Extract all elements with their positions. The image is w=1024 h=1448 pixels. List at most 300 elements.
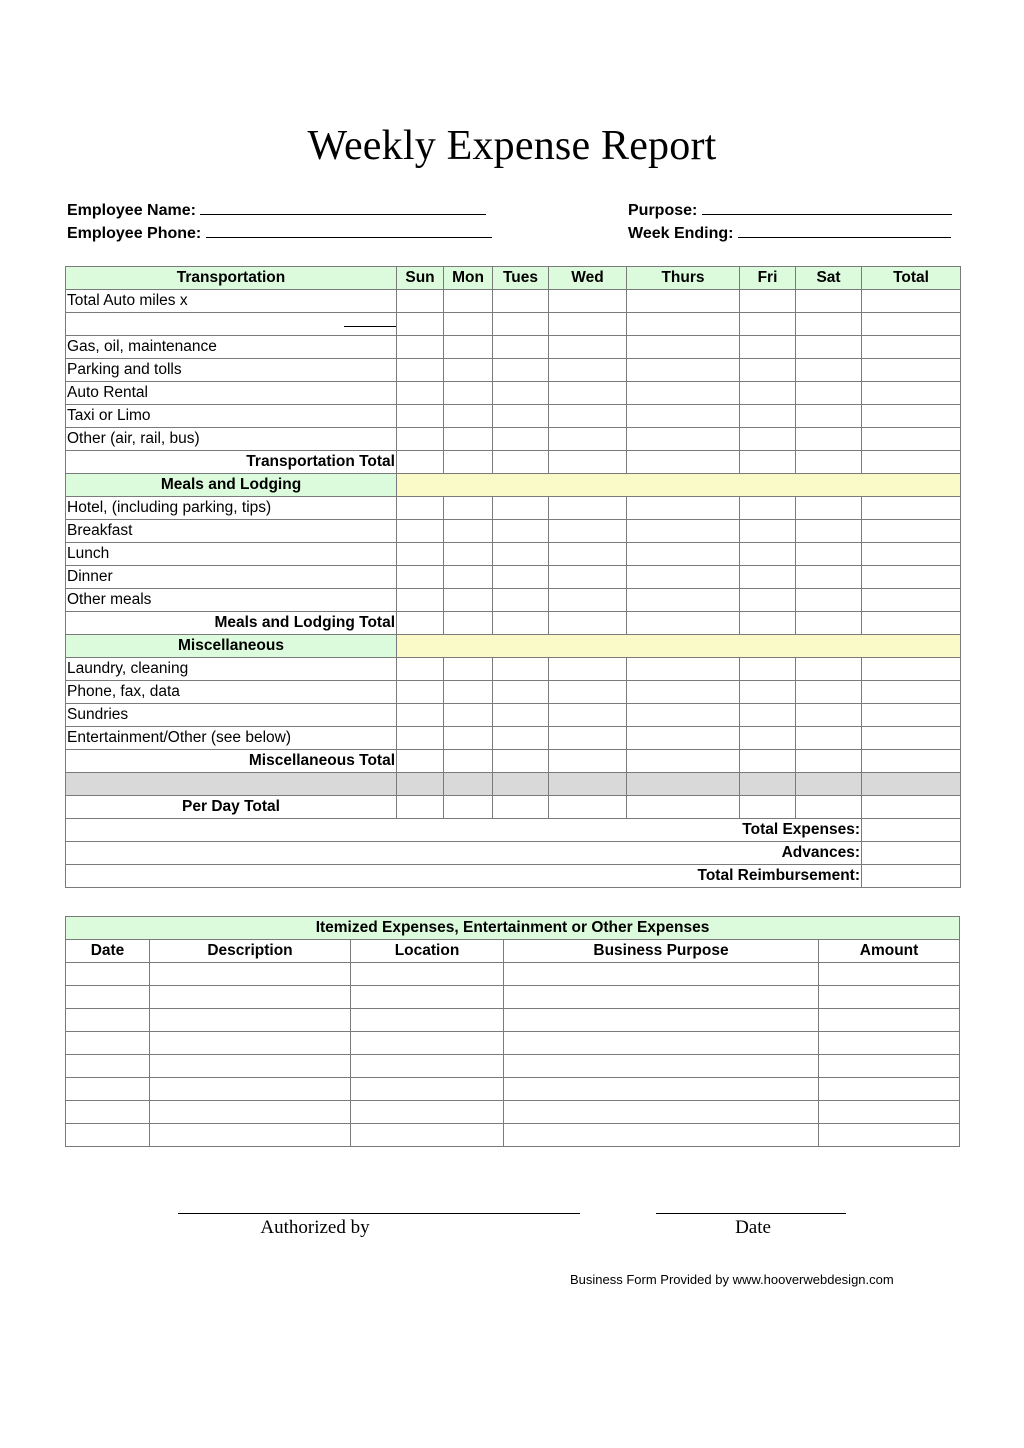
amount-cell[interactable] — [493, 750, 549, 773]
meals-row-label: Breakfast — [66, 520, 397, 543]
amount-cell[interactable] — [444, 290, 493, 313]
authorized-by-label: Authorized by — [260, 1217, 370, 1238]
itemized-header-row — [66, 940, 960, 963]
transportation-total-label: Transportation Total — [66, 451, 397, 474]
amount-cell[interactable] — [862, 336, 961, 359]
amount-cell[interactable] — [740, 704, 796, 727]
amount-cell[interactable] — [862, 704, 961, 727]
column-header-amount: Amount — [819, 940, 960, 963]
signature-date-line[interactable] — [656, 1213, 846, 1214]
amount-cell[interactable] — [397, 658, 444, 681]
amount-cell[interactable] — [740, 796, 796, 819]
itemized-cell[interactable] — [819, 1009, 960, 1032]
amount-cell[interactable] — [627, 382, 740, 405]
spacer-row — [66, 773, 961, 796]
amount-cell[interactable] — [444, 681, 493, 704]
amount-cell[interactable] — [549, 589, 627, 612]
table-row — [66, 566, 961, 589]
section-row — [66, 635, 961, 658]
itemized-cell[interactable] — [819, 1055, 960, 1078]
day-header-thurs: Thurs — [627, 267, 740, 290]
amount-cell[interactable] — [397, 796, 444, 819]
amount-cell[interactable] — [627, 727, 740, 750]
itemized-cell[interactable] — [150, 1101, 351, 1124]
itemized-row — [66, 986, 960, 1009]
amount-cell[interactable] — [444, 566, 493, 589]
amount-cell[interactable] — [862, 589, 961, 612]
itemized-cell[interactable] — [819, 1032, 960, 1055]
table-row — [66, 428, 961, 451]
amount-cell[interactable] — [796, 750, 862, 773]
amount-cell[interactable] — [740, 750, 796, 773]
amount-cell[interactable] — [444, 750, 493, 773]
summary-row — [66, 865, 961, 888]
day-header-fri: Fri — [740, 267, 796, 290]
per-day-total-label: Per Day Total — [66, 796, 397, 819]
amount-cell[interactable] — [627, 520, 740, 543]
amount-cell[interactable] — [493, 428, 549, 451]
purpose-label: Purpose: — [628, 202, 698, 219]
amount-cell[interactable] — [740, 520, 796, 543]
amount-cell[interactable] — [627, 796, 740, 819]
amount-cell[interactable] — [796, 612, 862, 635]
amount-cell[interactable] — [627, 543, 740, 566]
amount-cell[interactable] — [796, 428, 862, 451]
amount-cell[interactable] — [549, 520, 627, 543]
day-header-mon: Mon — [444, 267, 493, 290]
misc-row-label: Laundry, cleaning — [66, 658, 397, 681]
amount-cell[interactable] — [627, 750, 740, 773]
amount-cell[interactable] — [862, 681, 961, 704]
amount-cell[interactable] — [862, 290, 961, 313]
amount-cell[interactable] — [444, 313, 493, 336]
transport-row-label: Gas, oil, maintenance — [66, 336, 397, 359]
itemized-cell[interactable] — [66, 963, 150, 986]
amount-cell[interactable] — [397, 382, 444, 405]
amount-cell[interactable] — [397, 681, 444, 704]
amount-cell[interactable] — [549, 612, 627, 635]
signature-date-label: Date — [735, 1217, 771, 1238]
amount-cell[interactable] — [397, 520, 444, 543]
table-header-row — [66, 267, 961, 290]
itemized-title: Itemized Expenses, Entertainment or Other Expenses — [66, 917, 960, 940]
amount-cell[interactable] — [862, 520, 961, 543]
employee-name-input-line[interactable] — [200, 200, 486, 215]
amount-cell[interactable] — [627, 359, 740, 382]
amount-cell[interactable] — [493, 566, 549, 589]
amount-cell[interactable] — [397, 313, 444, 336]
amount-cell[interactable] — [627, 336, 740, 359]
itemized-cell[interactable] — [150, 1009, 351, 1032]
amount-cell[interactable] — [549, 313, 627, 336]
amount-cell[interactable] — [796, 796, 862, 819]
amount-cell[interactable] — [549, 750, 627, 773]
employee-phone-label: Employee Phone: — [67, 225, 202, 242]
amount-cell[interactable] — [444, 336, 493, 359]
amount-cell[interactable] — [397, 451, 444, 474]
amount-cell[interactable] — [862, 543, 961, 566]
summary-row — [66, 842, 961, 865]
amount-cell[interactable] — [796, 589, 862, 612]
itemized-cell[interactable] — [819, 963, 960, 986]
miscellaneous-header: Miscellaneous — [66, 635, 397, 658]
amount-cell[interactable] — [549, 359, 627, 382]
day-header-total: Total — [862, 267, 961, 290]
transportation-header: Transportation — [66, 267, 397, 290]
itemized-cell[interactable] — [66, 1055, 150, 1078]
amount-cell[interactable] — [397, 497, 444, 520]
itemized-cell[interactable] — [819, 1124, 960, 1147]
amount-cell[interactable] — [444, 451, 493, 474]
itemized-cell[interactable] — [504, 1078, 819, 1101]
amount-cell[interactable] — [796, 382, 862, 405]
spacer-cell — [66, 773, 397, 796]
itemized-cell[interactable] — [150, 1032, 351, 1055]
table-row — [66, 290, 961, 313]
amount-cell[interactable] — [493, 405, 549, 428]
amount-cell[interactable] — [627, 428, 740, 451]
amount-cell[interactable] — [549, 796, 627, 819]
amount-cell[interactable] — [549, 497, 627, 520]
page-title: Weekly Expense Report — [307, 123, 717, 169]
amount-cell[interactable] — [493, 727, 549, 750]
spacer-cell — [740, 773, 796, 796]
transport-row-label: Other (air, rail, bus) — [66, 428, 397, 451]
amount-cell[interactable] — [549, 704, 627, 727]
amount-cell[interactable] — [397, 359, 444, 382]
amount-cell[interactable] — [862, 451, 961, 474]
itemized-cell[interactable] — [351, 1078, 504, 1101]
amount-cell[interactable] — [549, 681, 627, 704]
itemized-cell[interactable] — [351, 963, 504, 986]
amount-cell[interactable] — [862, 428, 961, 451]
amount-cell[interactable] — [549, 405, 627, 428]
itemized-cell[interactable] — [66, 1101, 150, 1124]
amount-cell[interactable] — [493, 359, 549, 382]
amount-cell[interactable] — [397, 566, 444, 589]
itemized-cell[interactable] — [504, 963, 819, 986]
amount-cell[interactable] — [397, 290, 444, 313]
amount-cell[interactable] — [862, 750, 961, 773]
meals-row-label: Lunch — [66, 543, 397, 566]
itemized-cell[interactable] — [504, 1124, 819, 1147]
table-row — [66, 704, 961, 727]
amount-cell[interactable] — [740, 290, 796, 313]
day-header-wed: Wed — [549, 267, 627, 290]
amount-cell[interactable] — [862, 566, 961, 589]
amount-cell[interactable] — [627, 313, 740, 336]
amount-cell[interactable] — [444, 612, 493, 635]
table-row — [66, 658, 961, 681]
itemized-cell[interactable] — [150, 963, 351, 986]
amount-cell[interactable] — [862, 796, 961, 819]
week-ending-label: Week Ending: — [628, 225, 734, 242]
miscellaneous-total-label: Miscellaneous Total — [66, 750, 397, 773]
table-row — [66, 727, 961, 750]
amount-cell[interactable] — [796, 336, 862, 359]
amount-cell[interactable] — [796, 543, 862, 566]
amount-cell[interactable] — [740, 658, 796, 681]
total-reimbursement-value[interactable] — [862, 865, 961, 888]
authorized-by-line[interactable] — [178, 1213, 580, 1214]
spacer-cell — [397, 773, 444, 796]
transport-row-label: Total Auto miles x — [66, 290, 397, 313]
amount-cell[interactable] — [493, 313, 549, 336]
misc-row-label: Phone, fax, data — [66, 681, 397, 704]
amount-cell[interactable] — [862, 727, 961, 750]
amount-cell[interactable] — [444, 520, 493, 543]
itemized-row — [66, 963, 960, 986]
amount-cell[interactable] — [627, 451, 740, 474]
spacer-cell — [627, 773, 740, 796]
itemized-cell[interactable] — [150, 986, 351, 1009]
amount-cell[interactable] — [397, 589, 444, 612]
column-header-business-purpose: Business Purpose — [504, 940, 819, 963]
amount-cell[interactable] — [444, 405, 493, 428]
amount-cell[interactable] — [493, 451, 549, 474]
itemized-row — [66, 1101, 960, 1124]
amount-cell[interactable] — [627, 566, 740, 589]
amount-cell[interactable] — [493, 382, 549, 405]
amount-cell[interactable] — [740, 382, 796, 405]
table-row — [66, 497, 961, 520]
itemized-row — [66, 1009, 960, 1032]
itemized-cell[interactable] — [504, 986, 819, 1009]
itemized-cell[interactable] — [351, 1124, 504, 1147]
meals-lodging-header: Meals and Lodging — [66, 474, 397, 497]
week-ending-field — [628, 223, 951, 243]
transport-row-label: Auto Rental — [66, 382, 397, 405]
table-row — [66, 612, 961, 635]
amount-cell[interactable] — [549, 336, 627, 359]
week-ending-input-line[interactable] — [738, 223, 951, 238]
amount-cell[interactable] — [444, 543, 493, 566]
amount-cell[interactable] — [862, 497, 961, 520]
amount-cell[interactable] — [740, 589, 796, 612]
amount-cell[interactable] — [740, 359, 796, 382]
amount-cell[interactable] — [796, 727, 862, 750]
itemized-cell[interactable] — [504, 1032, 819, 1055]
amount-cell[interactable] — [397, 336, 444, 359]
employee-name-label: Employee Name: — [67, 202, 196, 219]
amount-cell[interactable] — [740, 727, 796, 750]
table-row — [66, 520, 961, 543]
itemized-cell[interactable] — [819, 986, 960, 1009]
itemized-cell[interactable] — [351, 1055, 504, 1078]
amount-cell[interactable] — [862, 359, 961, 382]
amount-cell[interactable] — [796, 290, 862, 313]
amount-cell[interactable] — [627, 290, 740, 313]
misc-row-label: Sundries — [66, 704, 397, 727]
day-header-sun: Sun — [397, 267, 444, 290]
amount-cell[interactable] — [493, 290, 549, 313]
amount-cell[interactable] — [549, 658, 627, 681]
advances-value[interactable] — [862, 842, 961, 865]
footer-credit: Business Form Provided by www.hooverwebdesign.com — [570, 1272, 894, 1287]
spacer-cell — [444, 773, 493, 796]
itemized-row — [66, 1078, 960, 1101]
amount-cell[interactable] — [493, 336, 549, 359]
table-row — [66, 750, 961, 773]
section-row — [66, 474, 961, 497]
amount-cell[interactable] — [740, 405, 796, 428]
amount-cell[interactable] — [397, 727, 444, 750]
amount-cell[interactable] — [796, 681, 862, 704]
itemized-title-row — [66, 917, 960, 940]
purpose-input-line[interactable] — [702, 200, 952, 215]
itemized-cell[interactable] — [66, 1124, 150, 1147]
amount-cell[interactable] — [862, 382, 961, 405]
amount-cell[interactable] — [627, 497, 740, 520]
amount-cell[interactable] — [493, 704, 549, 727]
day-header-tues: Tues — [493, 267, 549, 290]
table-row — [66, 681, 961, 704]
amount-cell[interactable] — [740, 497, 796, 520]
column-header-date: Date — [66, 940, 150, 963]
meals-row-label: Other meals — [66, 589, 397, 612]
itemized-cell[interactable] — [150, 1055, 351, 1078]
table-row — [66, 589, 961, 612]
itemized-cell[interactable] — [66, 1032, 150, 1055]
amount-cell[interactable] — [493, 681, 549, 704]
employee-phone-input-line[interactable] — [206, 223, 492, 238]
amount-cell[interactable] — [397, 612, 444, 635]
expense-table — [65, 266, 961, 888]
amount-cell[interactable] — [444, 428, 493, 451]
amount-cell[interactable] — [627, 681, 740, 704]
itemized-cell[interactable] — [351, 986, 504, 1009]
itemized-row — [66, 1124, 960, 1147]
amount-cell[interactable] — [740, 543, 796, 566]
itemized-cell[interactable] — [150, 1078, 351, 1101]
spacer-cell — [549, 773, 627, 796]
itemized-cell[interactable] — [819, 1101, 960, 1124]
itemized-cell[interactable] — [66, 986, 150, 1009]
amount-cell[interactable] — [740, 313, 796, 336]
amount-cell[interactable] — [444, 658, 493, 681]
itemized-cell[interactable] — [504, 1101, 819, 1124]
amount-cell[interactable] — [397, 543, 444, 566]
table-row — [66, 451, 961, 474]
amount-cell[interactable] — [862, 405, 961, 428]
amount-cell[interactable] — [397, 750, 444, 773]
amount-cell[interactable] — [740, 566, 796, 589]
section-highlight — [397, 635, 961, 658]
meals-row-label: Dinner — [66, 566, 397, 589]
amount-cell[interactable] — [493, 497, 549, 520]
amount-cell[interactable] — [740, 451, 796, 474]
table-row — [66, 796, 961, 819]
total-expenses-label: Total Expenses: — [66, 819, 862, 842]
amount-cell[interactable] — [549, 382, 627, 405]
itemized-cell[interactable] — [504, 1009, 819, 1032]
amount-cell[interactable] — [740, 681, 796, 704]
total-expenses-value[interactable] — [862, 819, 961, 842]
column-header-description: Description — [150, 940, 351, 963]
spacer-cell — [493, 773, 549, 796]
transport-row-label: ______ — [66, 313, 397, 336]
amount-cell[interactable] — [796, 497, 862, 520]
itemized-cell[interactable] — [819, 1078, 960, 1101]
itemized-cell[interactable] — [351, 1032, 504, 1055]
table-row — [66, 382, 961, 405]
purpose-field — [628, 200, 952, 220]
amount-cell[interactable] — [627, 612, 740, 635]
amount-cell[interactable] — [493, 658, 549, 681]
amount-cell[interactable] — [444, 704, 493, 727]
amount-cell[interactable] — [444, 359, 493, 382]
amount-cell[interactable] — [493, 543, 549, 566]
amount-cell[interactable] — [627, 589, 740, 612]
amount-cell[interactable] — [493, 520, 549, 543]
table-row — [66, 359, 961, 382]
amount-cell[interactable] — [444, 589, 493, 612]
column-header-location: Location — [351, 940, 504, 963]
itemized-cell[interactable] — [504, 1055, 819, 1078]
amount-cell[interactable] — [627, 658, 740, 681]
amount-cell[interactable] — [862, 658, 961, 681]
amount-cell[interactable] — [796, 451, 862, 474]
amount-cell[interactable] — [796, 704, 862, 727]
amount-cell[interactable] — [862, 313, 961, 336]
amount-cell[interactable] — [549, 566, 627, 589]
meals-row-label: Hotel, (including parking, tips) — [66, 497, 397, 520]
amount-cell[interactable] — [740, 428, 796, 451]
amount-cell[interactable] — [627, 405, 740, 428]
amount-cell[interactable] — [444, 382, 493, 405]
amount-cell[interactable] — [549, 727, 627, 750]
advances-label: Advances: — [66, 842, 862, 865]
employee-name-field — [67, 200, 486, 220]
amount-cell[interactable] — [796, 313, 862, 336]
itemized-cell[interactable] — [351, 1009, 504, 1032]
amount-cell[interactable] — [549, 451, 627, 474]
amount-cell[interactable] — [493, 796, 549, 819]
amount-cell[interactable] — [740, 612, 796, 635]
amount-cell[interactable] — [397, 405, 444, 428]
amount-cell[interactable] — [862, 612, 961, 635]
amount-cell[interactable] — [397, 428, 444, 451]
amount-cell[interactable] — [796, 566, 862, 589]
table-row — [66, 336, 961, 359]
amount-cell[interactable] — [444, 727, 493, 750]
itemized-cell[interactable] — [150, 1124, 351, 1147]
amount-cell[interactable] — [444, 796, 493, 819]
transport-row-label: Taxi or Limo — [66, 405, 397, 428]
amount-cell[interactable] — [740, 336, 796, 359]
spacer-cell — [796, 773, 862, 796]
itemized-cell[interactable] — [66, 1009, 150, 1032]
itemized-expenses-table — [65, 916, 960, 1147]
amount-cell[interactable] — [549, 290, 627, 313]
amount-cell[interactable] — [796, 405, 862, 428]
amount-cell[interactable] — [397, 704, 444, 727]
amount-cell[interactable] — [796, 359, 862, 382]
amount-cell[interactable] — [549, 428, 627, 451]
amount-cell[interactable] — [493, 612, 549, 635]
amount-cell[interactable] — [627, 704, 740, 727]
table-row — [66, 313, 961, 336]
day-header-sat: Sat — [796, 267, 862, 290]
amount-cell[interactable] — [549, 543, 627, 566]
amount-cell[interactable] — [796, 658, 862, 681]
itemized-row — [66, 1055, 960, 1078]
itemized-cell[interactable] — [66, 1078, 150, 1101]
amount-cell[interactable] — [796, 520, 862, 543]
amount-cell[interactable] — [444, 497, 493, 520]
amount-cell[interactable] — [493, 589, 549, 612]
itemized-cell[interactable] — [351, 1101, 504, 1124]
